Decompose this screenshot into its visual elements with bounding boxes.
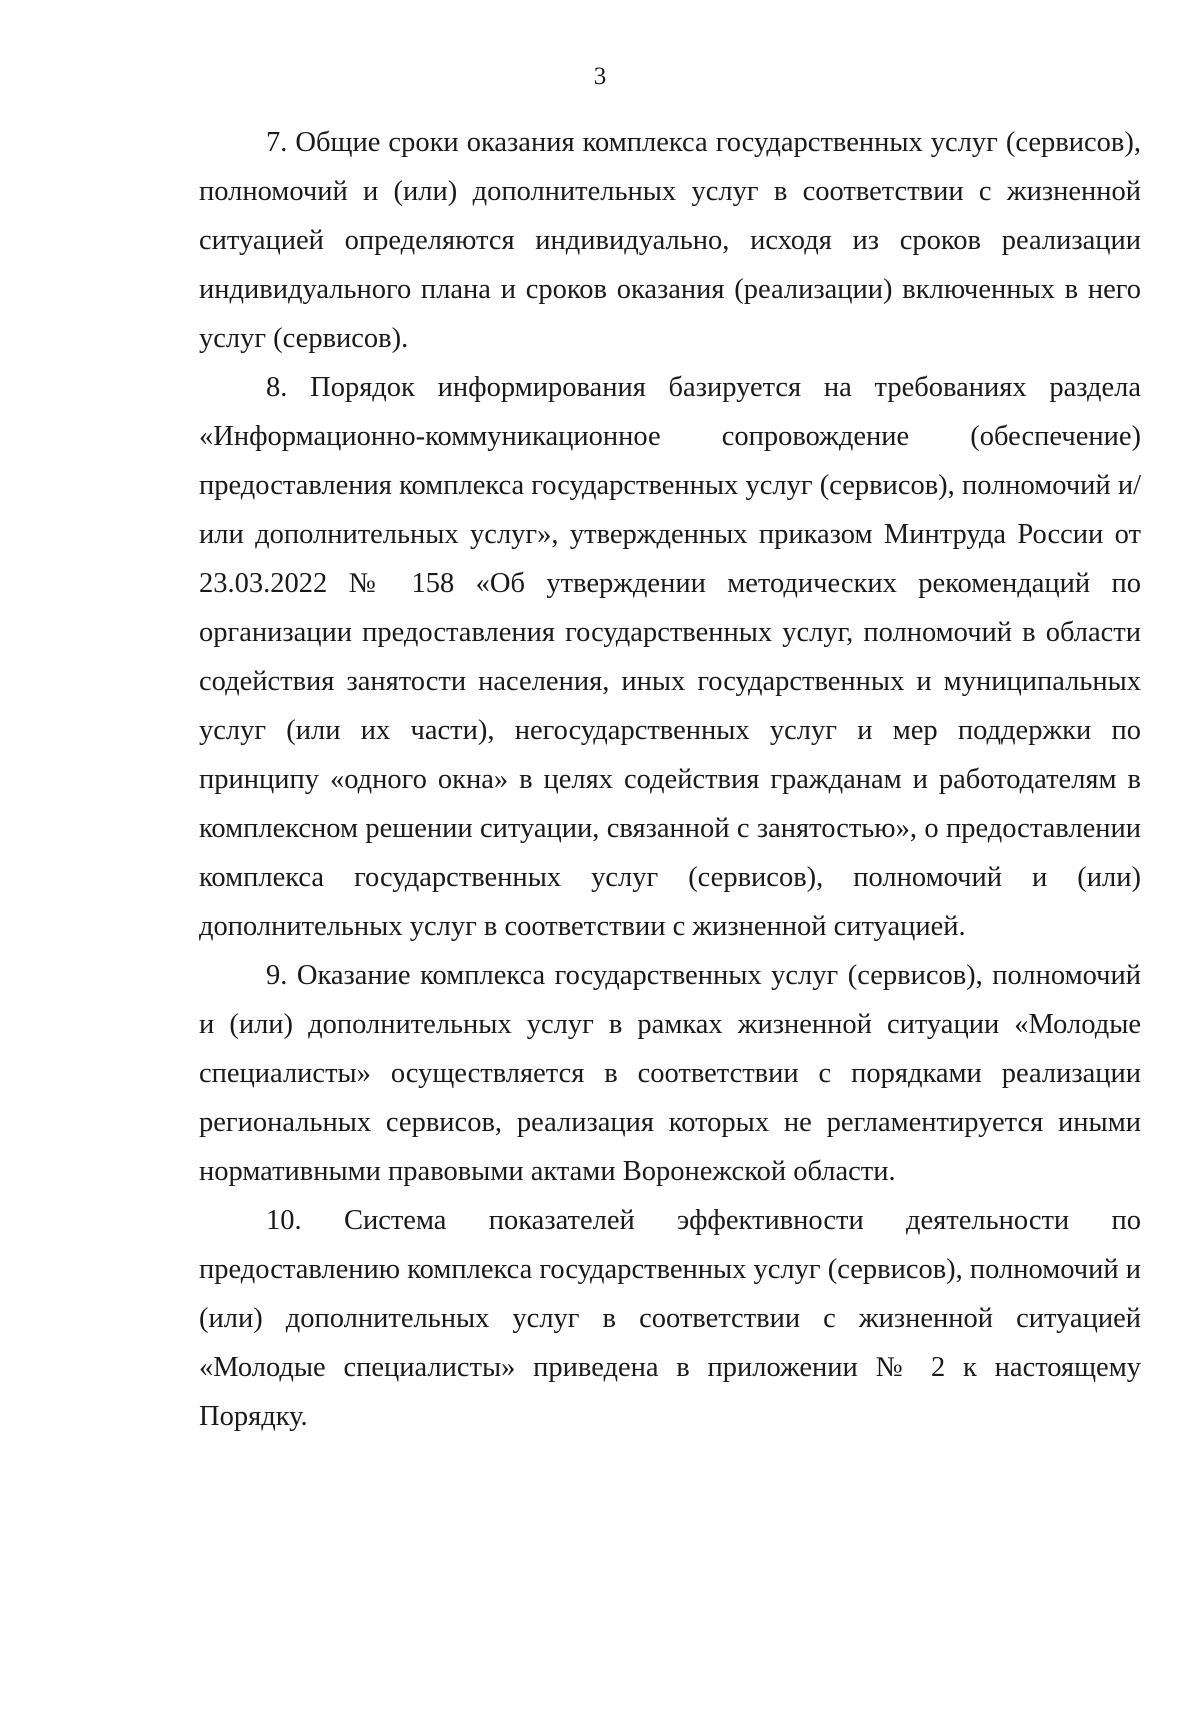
paragraph-8: 8. Порядок информирования базируется на требованиях раздела «Информационно-коммуникационное сопровождение (обеспечение) предоставления комплекса государственных услуг (сервисов), полномочий и/или дополнительных услуг», утвержденных приказом Минтруда России от 23.03.2022 № 158 «Об утверждении методических рекомендаций по организации предоставления государственных услуг, полномочий в области содействия занятости населения, иных государственных и муниципальных услуг (или их части), негосударственных услуг и мер поддержки по принципу «одного окна» в целях содействия гражданам и работодателям в комплексном решении ситуации, связанной с занятостью», о предоставлении комплекса государственных услуг (сервисов), полномочий и (или) дополнительных услуг в соответствии с жизненной ситуацией. (199, 372, 1141, 942)
paragraph-9: 9. Оказание комплекса государственных услуг (сервисов), полномочий и (или) дополнительных услуг в рамках жизненной ситуации «Молодые специалисты» осуществляется в соответствии с порядками реализации региональных сервисов, реализация которых не регламентируется иными нормативными правовыми актами Воронежской области. (199, 960, 1141, 1187)
paragraph-10: 10. Система показателей эффективности деятельности по предоставлению комплекса государственных услуг (сервисов), полномочий и (или) дополнительных услуг в соответствии с жизненной ситуацией «Молодые специалисты» приведена в приложении № 2 к настоящему Порядку. (199, 1205, 1141, 1432)
paragraph-7: 7. Общие сроки оказания комплекса государственных услуг (сервисов), полномочий и (или) дополнительных услуг в соответствии с жизненной ситуацией определяются индивидуально, исходя из сроков реализации индивидуального плана и сроков оказания (реализации) включенных в него услуг (сервисов). (199, 127, 1141, 354)
page-number: 3 (593, 63, 607, 90)
document-body (199, 118, 1141, 1441)
